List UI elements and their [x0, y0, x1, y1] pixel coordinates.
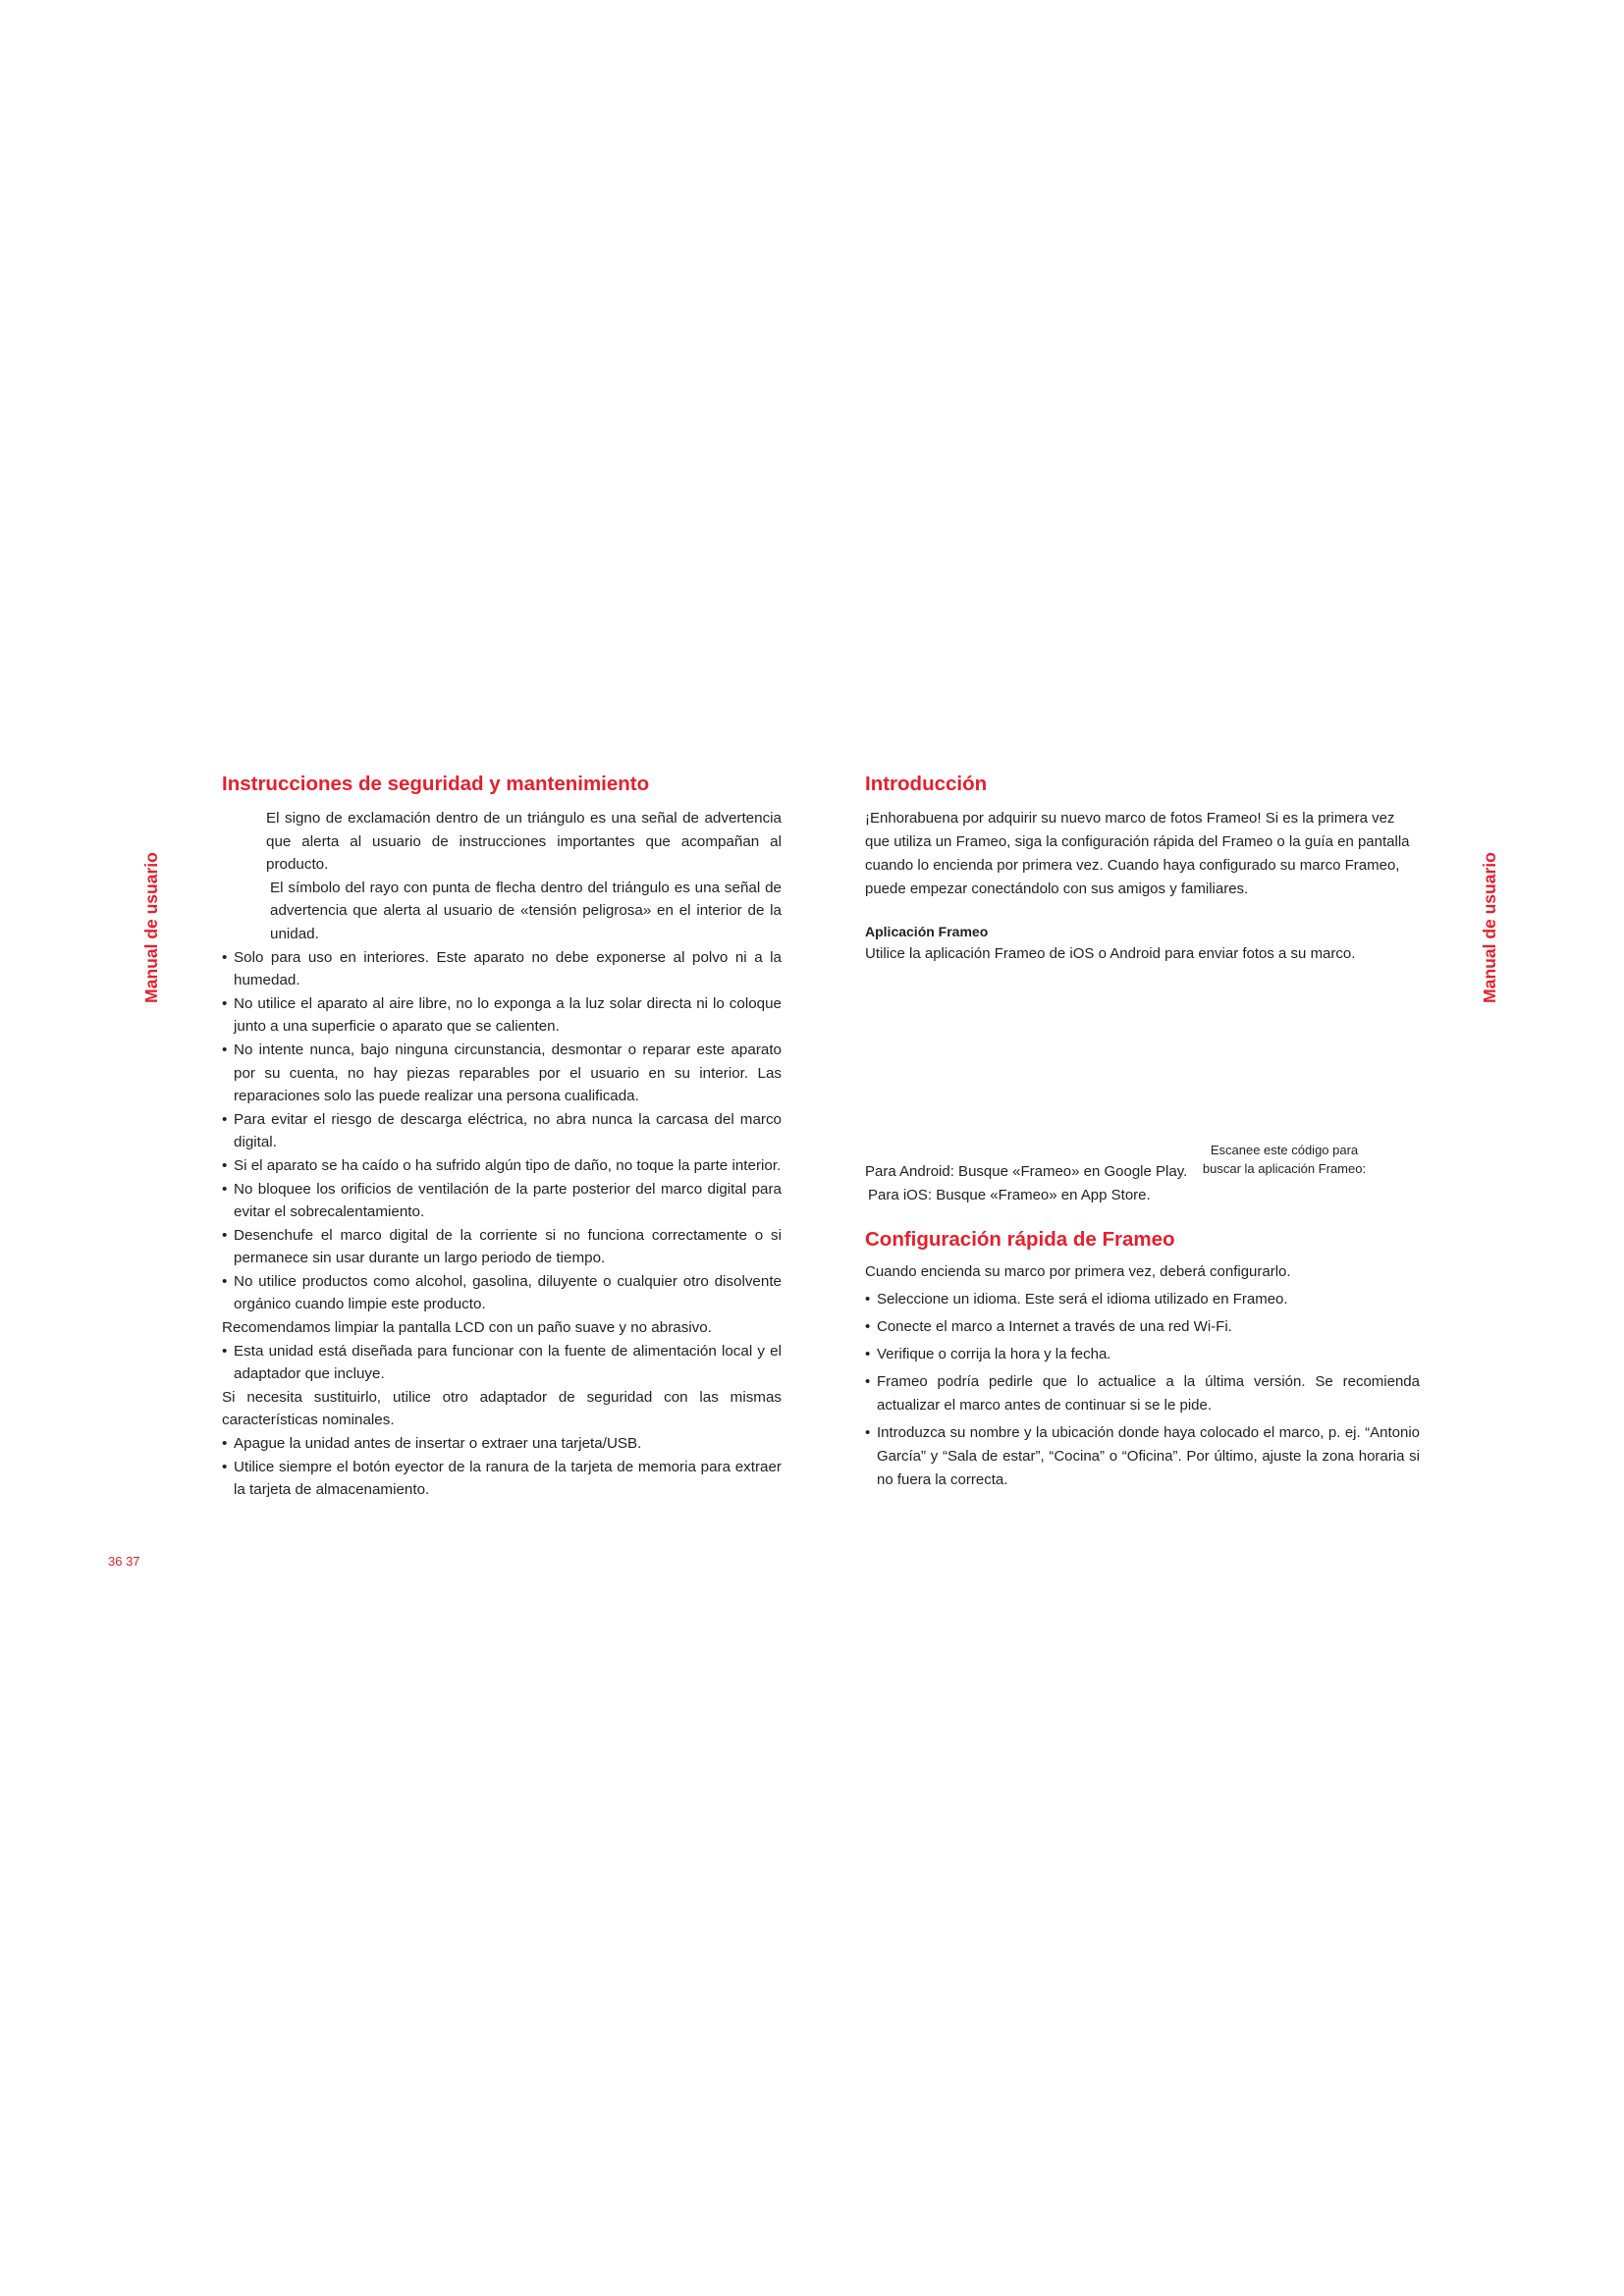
list-item: • Seleccione un idioma. Este será el idioma utilizado en Frameo.	[865, 1288, 1420, 1311]
side-label-right: Manual de usuario	[1480, 852, 1499, 1003]
safety-bullets-a	[222, 946, 782, 1317]
intro-text: ¡Enhorabuena por adquirir su nuevo marco de fotos Frameo! Si es la primera vez que utiliza un Frameo, siga la configuración rápida del Frameo o la guía en pantalla cuando lo encienda por primera vez. Cuando haya configurado su marco Frameo, puede empezar conectándolo con sus amigos y familiares.	[865, 810, 1410, 897]
safety-bullets-b	[222, 1340, 782, 1386]
list-item: • Si el aparato se ha caído o ha sufrido algún tipo de daño, no toque la parte interior.	[222, 1154, 782, 1178]
setup-title: Configuración rápida de Frameo	[865, 1228, 1175, 1251]
list-item: • Desenchufe el marco digital de la corriente si no funciona correctamente o si permanece sin usar durante un largo periodo de tiempo.	[222, 1224, 782, 1270]
warning-exclamation-text: El signo de exclamación dentro de un triángulo es una señal de advertencia que alerta al usuario de instrucciones importantes que acompañan al producto.	[266, 810, 782, 874]
list-item: • Solo para uso en interiores. Este aparato no debe exponerse al polvo ni a la humedad.	[222, 946, 782, 992]
list-item: • Utilice siempre el botón eyector de la ranura de la tarjeta de memoria para extraer la tarjeta de almacenamiento.	[222, 1456, 782, 1502]
recommendation-text: Recomendamos limpiar la pantalla LCD con un paño suave y no abrasivo.	[222, 1319, 712, 1337]
setup-intro: Cuando encienda su marco por primera vez, deberá configurarlo.	[865, 1263, 1291, 1280]
list-item: • No bloquee los orificios de ventilación de la parte posterior del marco digital para evitar el sobrecalentamiento.	[222, 1178, 782, 1224]
page-numbers: 36 37	[108, 1554, 140, 1569]
list-item: • Conecte el marco a Internet a través de una red Wi-Fi.	[865, 1315, 1420, 1339]
list-item: • No utilice el aparato al aire libre, no lo exponga a la luz solar directa ni lo coloque junto a una superficie o aparato que se calienten.	[222, 992, 782, 1039]
setup-steps	[865, 1288, 1420, 1492]
qr-caption	[1159, 1141, 1410, 1178]
safety-column	[222, 772, 782, 1502]
safety-bullets-c	[222, 1432, 782, 1502]
app-text: Utilice la aplicación Frameo de iOS o Android para enviar fotos a su marco.	[865, 945, 1356, 962]
side-label-left: Manual de usuario	[141, 852, 161, 1003]
intro-column	[865, 772, 1420, 1492]
list-item: • Introduzca su nombre y la ubicación donde haya colocado el marco, p. ej. “Antonio García” y “Sala de estar”, “Cocina” o “Oficina”. Por último, ajuste la zona horaria si no fuera la correcta.	[865, 1421, 1420, 1492]
list-item: • No utilice productos como alcohol, gasolina, diluyente o cualquier otro disolvente orgánico cuando limpie este producto.	[222, 1270, 782, 1316]
intro-title: Introducción	[865, 773, 988, 795]
list-item: • Para evitar el riesgo de descarga eléctrica, no abra nunca la carcasa del marco digital.	[222, 1108, 782, 1154]
list-item: • No intente nunca, bajo ninguna circunstancia, desmontar o reparar este aparato por su cuenta, no hay piezas reparables por el usuario en su interior. Las reparaciones solo las puede realizar una persona cualificada.	[222, 1039, 782, 1108]
android-instructions: Para Android: Busque «Frameo» en Google Play.	[865, 1163, 1188, 1180]
list-item: • Verifique o corrija la hora y la fecha.	[865, 1343, 1420, 1366]
warning-lightning-text: El símbolo del rayo con punta de flecha dentro del triángulo es una señal de advertencia que alerta al usuario de «tensión peligrosa» en el interior de la unidad.	[270, 879, 782, 942]
safety-title: Instrucciones de seguridad y mantenimiento	[222, 773, 650, 795]
list-item: • Apague la unidad antes de insertar o extraer una tarjeta/USB.	[222, 1432, 782, 1456]
qr-caption-line-1: Escanee este código para	[1210, 1143, 1359, 1157]
replace-note-text: Si necesita sustituirlo, utilice otro adaptador de seguridad con las mismas características nominales.	[222, 1388, 782, 1429]
qr-caption-line-2: buscar la aplicación Frameo:	[1202, 1161, 1367, 1176]
app-title: Aplicación Frameo	[865, 924, 989, 939]
ios-instructions: Para iOS: Busque «Frameo» en App Store.	[868, 1187, 1151, 1203]
list-item: • Esta unidad está diseñada para funcionar con la fuente de alimentación local y el adaptador que incluye.	[222, 1340, 782, 1386]
list-item: • Frameo podría pedirle que lo actualice a la última versión. Se recomienda actualizar el marco antes de continuar si se le pide.	[865, 1370, 1420, 1417]
